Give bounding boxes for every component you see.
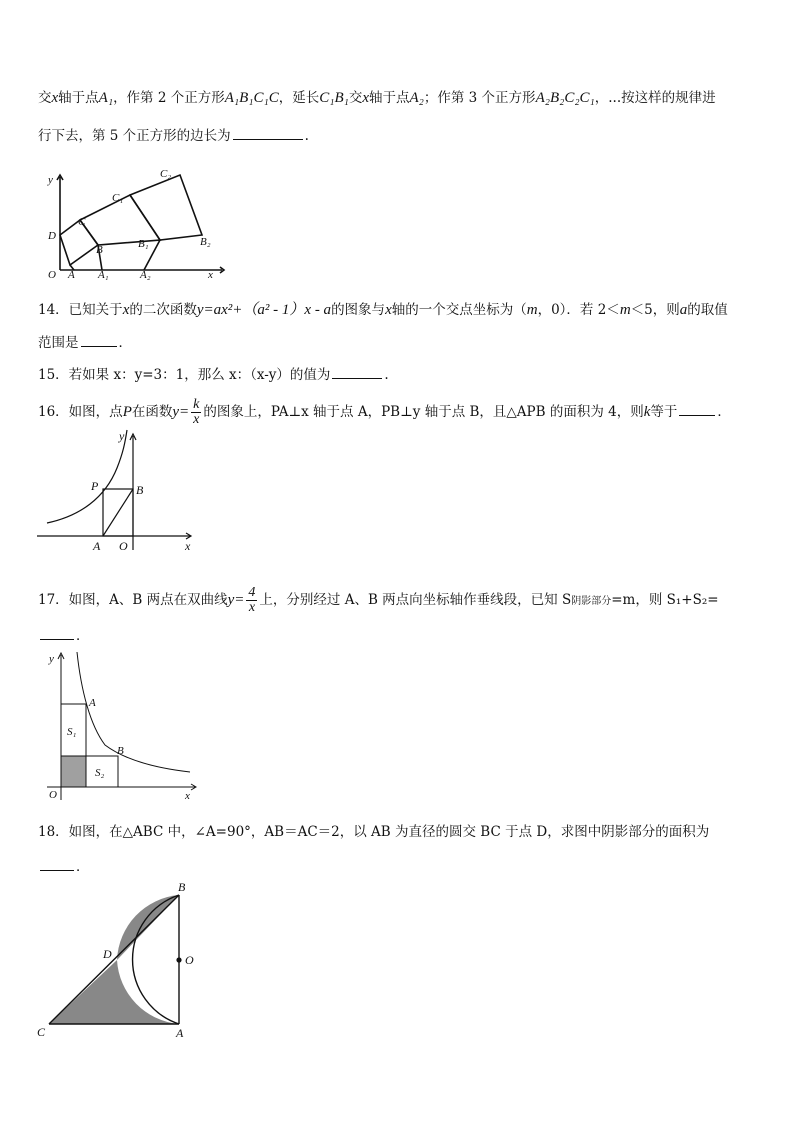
q16-line: 16．如图，点P在函数y= $\frac{k}{x}$ 的图象上，PA⊥x 轴于点 A，PB⊥y 轴于点 B，且△APB 的面积为 4，则k等于 ． [38, 397, 731, 427]
q13-line1: 交x轴于点A₁，作第 2 个正方形A₁B₁C₁C，延长C₁B₁交x轴于点A₂；作第 3 个正方形A₂B₂C₂C₁，...按这样的规律进 [38, 90, 716, 106]
fraction-4-over-x: $\frac{4}{x}$ [248, 585, 256, 615]
label-c1: C₁ [112, 192, 124, 204]
q15-line: 15．若如果 x：y=3：1，那么 x：（x-y）的值为 . [38, 364, 389, 385]
label-a: A [93, 539, 101, 553]
label-b2: B₂ [200, 236, 211, 248]
label-y: y [49, 653, 54, 665]
q17-line1: 17．如图，A、B 两点在双曲线y= $\frac{4}{x}$ 上，分别经过 A、B 两点向坐标轴作垂线段，已知 S阴影部分=m，则 S₁+S₂= [38, 585, 719, 615]
label-a2: A₂ [140, 269, 151, 280]
answer-blank [233, 125, 303, 140]
fraction-k-over-x: $\frac{k}{x}$ [193, 397, 200, 427]
label-p: P [91, 479, 99, 493]
q18-figure [35, 878, 205, 1043]
answer-blank [679, 401, 715, 416]
label-b: B [117, 745, 124, 757]
q16-figure [35, 428, 200, 553]
q14-line1: 14．已知关于x的二次函数y=ax²+（a² - 1）x - a的图象与x轴的一个交点坐标为（m，0）．若 2＜m＜5，则a的取值 [38, 302, 728, 318]
label-x: x [185, 539, 191, 553]
label-b: B [96, 244, 103, 256]
q13-figure [40, 165, 230, 280]
shaded-region [61, 756, 86, 787]
center-point [176, 957, 181, 962]
q13-line2: 行下去，第 5 个正方形的边长为 . [38, 125, 309, 146]
label-c: C [37, 1025, 46, 1039]
label-d: D [103, 947, 112, 961]
q17-line2: ． [38, 625, 90, 646]
q14-line2: 范围是 ． [38, 332, 132, 353]
line-ab [103, 489, 133, 536]
label-x: x [185, 790, 190, 802]
label-o: O [119, 539, 128, 553]
label-x: x [208, 269, 213, 280]
label-o: O [185, 953, 194, 967]
label-a: A [89, 697, 96, 709]
label-a: A [68, 269, 75, 280]
q17-figure [45, 650, 205, 802]
label-o: O [48, 269, 56, 280]
answer-blank [332, 364, 382, 379]
square-3 [130, 175, 202, 240]
label-y: y [119, 429, 125, 443]
q18-line2: ． [38, 856, 90, 877]
label-a: A [176, 1026, 184, 1040]
answer-blank [40, 856, 74, 871]
label-b: B [136, 483, 144, 497]
label-s1: S₁ [67, 726, 77, 738]
q18-line1: 18．如图，在△ABC 中，∠A=90°，AB＝AC＝2，以 AB 为直径的圆交 BC 于点 D，求图中阴影部分的面积为 [38, 824, 710, 840]
label-c2: C₂ [160, 168, 172, 180]
hyperbola-curve [47, 430, 127, 523]
label-d: D [48, 230, 56, 242]
label-s2: S₂ [95, 767, 105, 779]
label-c: C [78, 216, 86, 228]
label-a1: A₁ [98, 269, 109, 280]
answer-blank [40, 625, 74, 640]
hyperbola-curve [77, 652, 190, 772]
answer-blank [81, 332, 117, 347]
label-b1: B₁ [138, 238, 149, 250]
label-y: y [48, 174, 53, 186]
label-o: O [49, 789, 57, 801]
label-b: B [178, 880, 186, 894]
